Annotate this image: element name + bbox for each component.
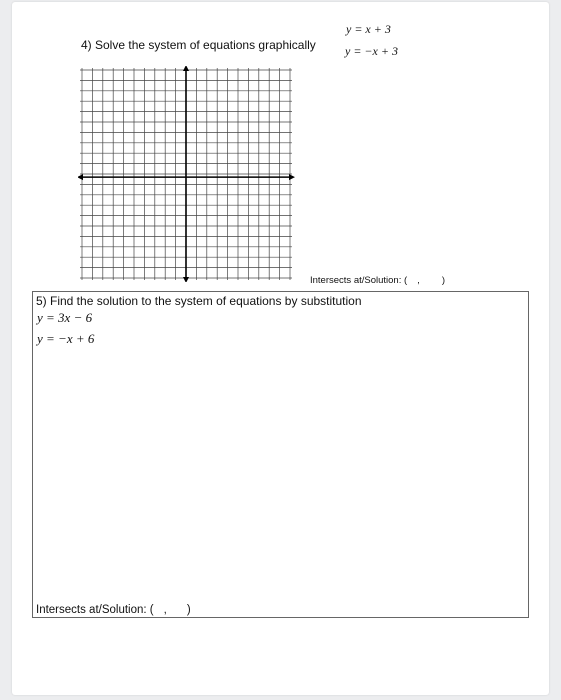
question-4-answer-comma: , <box>417 275 420 286</box>
coordinate-grid[interactable] <box>78 66 300 287</box>
coordinate-grid-svg[interactable] <box>78 66 300 282</box>
question-5-label: 5) Find the solution to the system of equations by substitution <box>36 294 362 308</box>
y-axis-bottom-arrow <box>183 277 189 282</box>
question-4-answer-prefix: Intersects at/Solution: ( <box>310 275 408 286</box>
question-4-equation-2: y = −x + 3 <box>345 44 398 58</box>
question-4-answer-suffix: ) <box>441 275 445 286</box>
question-4-label: 4) Solve the system of equations graphically <box>81 38 316 52</box>
y-axis-top-arrow <box>183 66 189 71</box>
question-5-equation-1: y = 3x − 6 <box>37 310 93 325</box>
question-5-answer-suffix: ) <box>186 604 191 616</box>
x-axis-right-arrow <box>289 174 295 180</box>
question-5-answer-comma: , <box>163 604 167 616</box>
question-4-equation-1: y = x + 3 <box>346 22 391 36</box>
question-5-equation-2: y = −x + 6 <box>37 331 95 346</box>
question-5-answer <box>36 604 191 616</box>
x-axis-left-arrow <box>78 174 83 180</box>
question-5-answer-prefix: Intersects at/Solution: ( <box>36 604 154 616</box>
question-5-box <box>32 291 529 618</box>
question-4-answer <box>310 275 445 286</box>
